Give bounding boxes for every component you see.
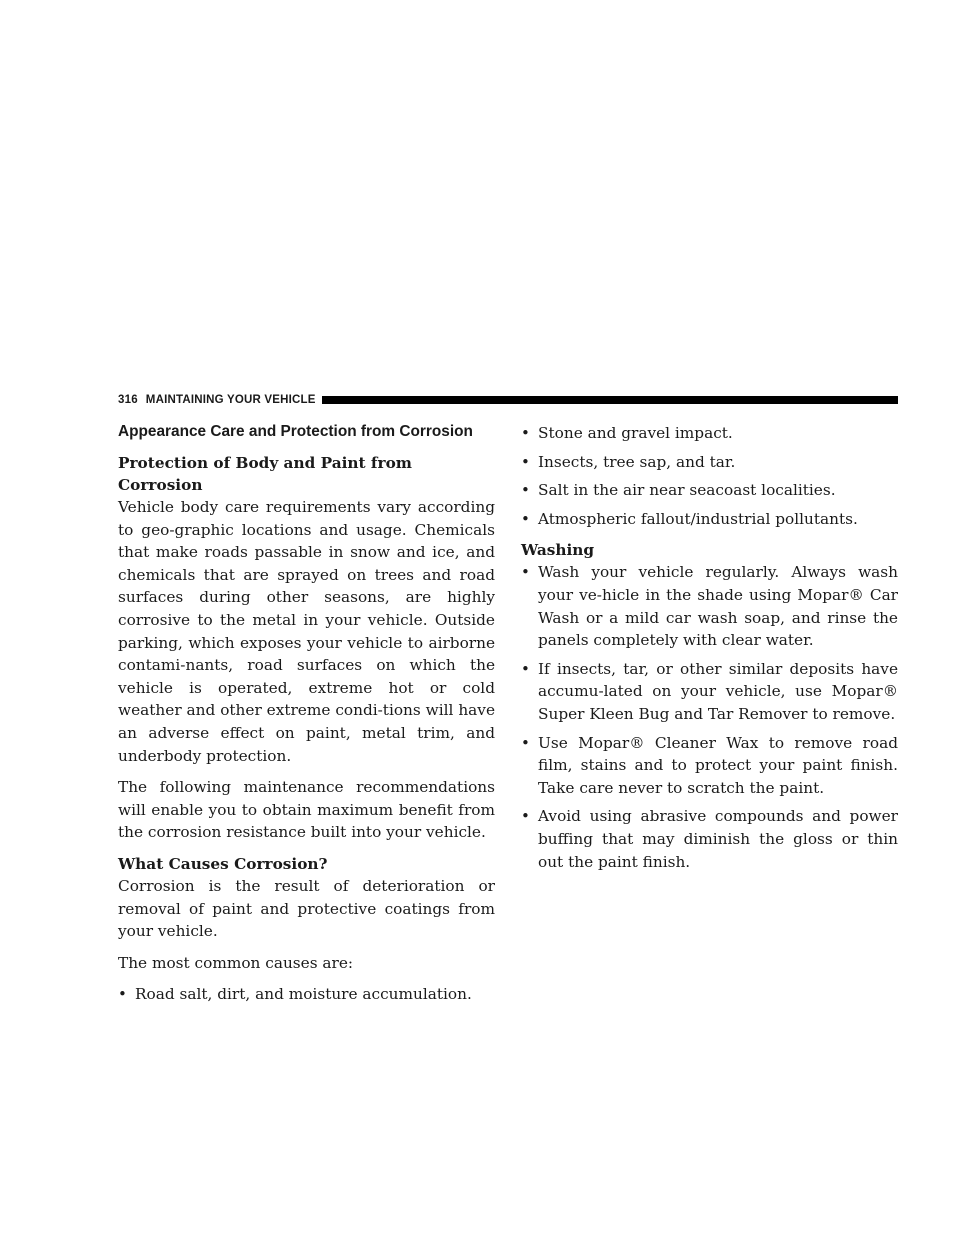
page-heading: Appearance Care and Protection from Corrosion (118, 423, 473, 440)
list-item-text: Insects, tree sap, and tar. (538, 452, 736, 471)
left-column (118, 422, 495, 1015)
bullet-icon: • (521, 481, 530, 500)
running-header (118, 392, 898, 408)
list-item-text: Atmospheric fallout/industrial pollutants. (538, 509, 858, 528)
paragraph-body-care: Vehicle body care requirements vary according to geo-graphic locations and usage. Chemicals that make roads passable in snow and ice, and chemicals that are sprayed on trees and road surfaces during other seasons, are highly corrosive to the metal in your vehicle. Outside parking, which exposes your vehicle to airborne contami-nants, road surfaces on which the vehicle is operated, extreme hot or cold weather and other extreme condi-tions will have an adverse effect on paint, metal trim, and underbody protection. (118, 498, 495, 765)
list-item (521, 508, 898, 531)
causes-list-right (521, 422, 898, 530)
list-item (521, 422, 898, 445)
subheading-causes: What Causes Corrosion? (118, 854, 328, 873)
paragraph-corrosion-definition: Corrosion is the result of deterioration or removal of paint and protective coatings from your vehicle. (118, 876, 495, 941)
page-number: 316 (118, 394, 138, 406)
bullet-icon: • (521, 452, 530, 471)
bullet-icon: • (118, 985, 127, 1004)
causes-list-left (118, 983, 495, 1006)
bullet-icon: • (521, 807, 530, 826)
bullet-icon: • (521, 659, 530, 678)
subheading-washing: Washing (521, 541, 595, 560)
header-rule (322, 396, 898, 404)
washing-list (521, 561, 898, 873)
list-item (521, 451, 898, 474)
list-item (521, 479, 898, 502)
bullet-icon: • (521, 424, 530, 442)
bullet-icon: • (521, 733, 530, 752)
bullet-icon: • (521, 563, 530, 582)
list-item-text: If insects, tar, or other similar deposits have accumu-lated on your vehicle, use Mopar® Super Kleen Bug and Tar Remover to remove. (538, 659, 898, 723)
paragraph-recommendations: The following maintenance recommendations will enable you to obtain maximum benefit from the corrosion resistance built into your vehicle. (118, 778, 495, 842)
list-item (521, 561, 898, 651)
list-item (118, 983, 495, 1006)
list-item (521, 805, 898, 873)
list-item-text: Salt in the air near seacoast localities. (538, 481, 836, 500)
list-item-text: Avoid using abrasive compounds and power buffing that may diminish the gloss or thin out the paint finish. (538, 807, 898, 871)
paragraph-common-causes: The most common causes are: (118, 953, 354, 972)
subheading-protection: Protection of Body and Paint from Corrosion (118, 454, 412, 494)
list-item (521, 658, 898, 726)
list-item-text: Wash your vehicle regularly. Always wash your ve-hicle in the shade using Mopar® Car Wash or a mild car wash soap, and rinse the panels completely with clear water. (538, 563, 898, 650)
list-item-text: Road salt, dirt, and moisture accumulation. (135, 985, 472, 1004)
list-item-text: Use Mopar® Cleaner Wax to remove road film, stains and to protect your paint finish. Take care never to scratch the paint. (538, 733, 898, 797)
bullet-icon: • (521, 509, 530, 528)
right-column (521, 422, 898, 882)
section-title: MAINTAINING YOUR VEHICLE (145, 394, 316, 406)
list-item-text: Stone and gravel impact. (538, 424, 733, 442)
list-item (521, 732, 898, 800)
